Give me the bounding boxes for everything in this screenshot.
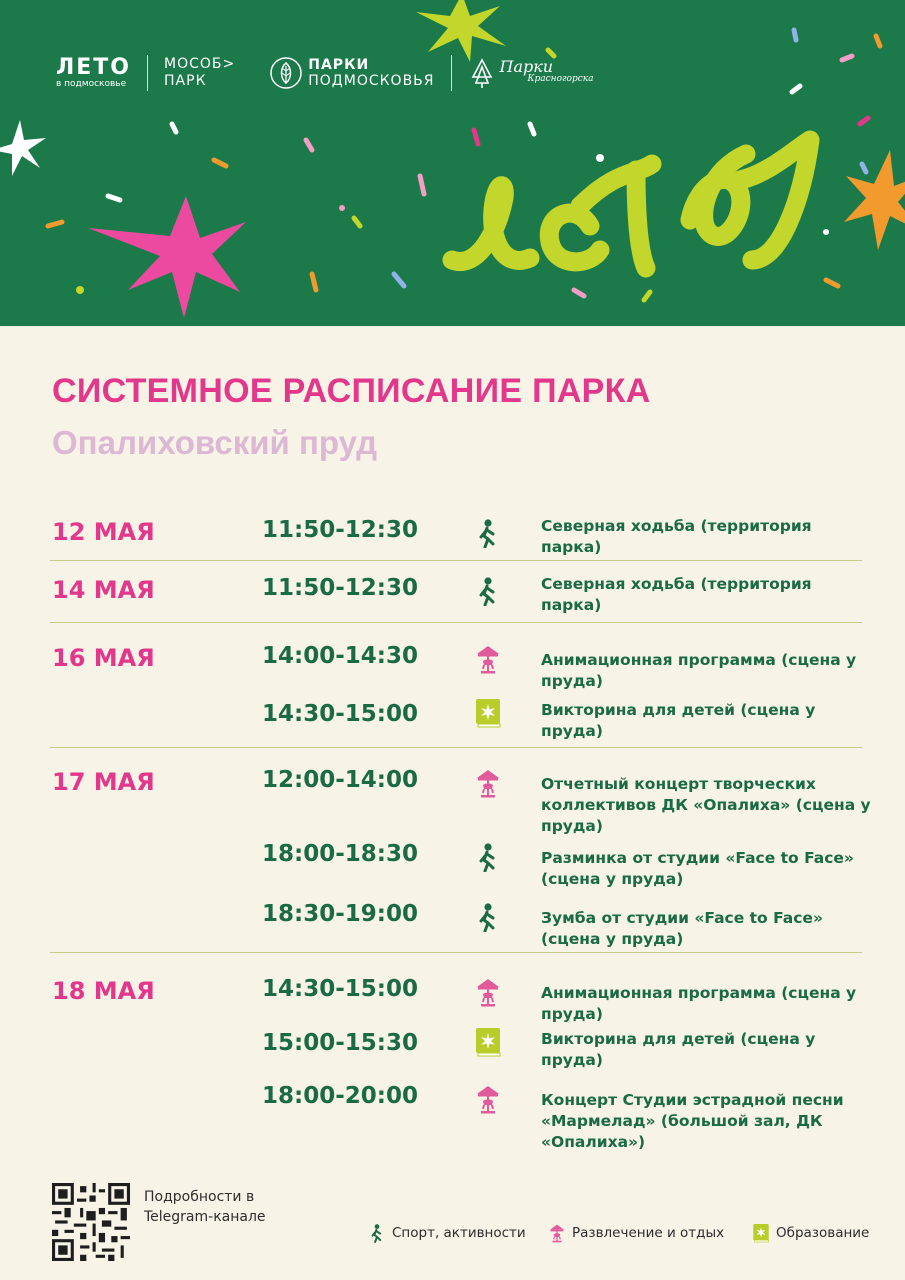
book-icon (752, 1222, 770, 1244)
leaf-icon (270, 57, 302, 89)
event-description: Северная ходьба (территория парка) (541, 517, 812, 556)
leto-logo-sub: в подмосковье (56, 78, 127, 89)
carousel-icon (474, 768, 502, 798)
parks-logo-line2: ПОДМОСКОВЬЯ (308, 73, 435, 89)
leto-logo-main: ЛЕТО (56, 54, 132, 80)
event-description: Анимационная программа (сцена у пруда) (541, 651, 857, 690)
row-divider (50, 747, 862, 748)
parks-logo-line1: ПАРКИ (308, 57, 370, 73)
mosob-logo-line2: ПАРК (164, 73, 207, 89)
tree-icon (468, 57, 496, 89)
carousel-icon (474, 1084, 502, 1114)
legend-sport (368, 1222, 526, 1244)
event-description: Викторина для детей (сцена у пруда) (541, 701, 816, 740)
event-time: 12:00-14:00 (262, 767, 418, 793)
event-time: 18:00-20:00 (262, 1083, 418, 1109)
event-time: 18:30-19:00 (262, 901, 418, 927)
telegram-details-text: Подробности в Telegram-канале (144, 1189, 266, 1225)
logo-divider (451, 55, 452, 91)
partner-logos (56, 50, 594, 96)
sport-icon (474, 576, 502, 606)
event-time: 14:30-15:00 (262, 976, 418, 1002)
carousel-icon (474, 644, 502, 674)
row-divider (50, 952, 862, 953)
row-divider (50, 560, 862, 561)
event-description: Викторина для детей (сцена у пруда) (541, 1030, 816, 1069)
qr-code[interactable] (52, 1183, 130, 1261)
event-description: Северная ходьба (территория парка) (541, 575, 812, 614)
schedule-date: 16 МАЯ (52, 644, 155, 672)
book-icon (474, 1027, 502, 1057)
krasnogorsk-logo-line1: Парки (499, 57, 554, 76)
leto-lettering-art (440, 110, 840, 310)
carousel-icon (474, 977, 502, 1007)
event-time: 11:50-12:30 (262, 575, 418, 601)
legend-education-label: Образование (776, 1225, 870, 1241)
event-description: Отчетный концерт творческих коллективов ДК «Опалиха» (сцена у пруда) (541, 775, 871, 835)
event-time: 15:00-15:30 (262, 1030, 418, 1056)
event-time: 14:30-15:00 (262, 701, 418, 727)
page-title: СИСТЕМНОЕ РАСПИСАНИЕ ПАРКА (52, 372, 651, 410)
legend-fun (548, 1222, 724, 1244)
logo-divider (147, 55, 148, 91)
park-name-subtitle: Опалиховский пруд (52, 424, 378, 461)
event-description: Зумба от студии «Face to Face» (сцена у пруда) (541, 909, 823, 948)
row-divider (50, 622, 862, 623)
carousel-icon (548, 1222, 566, 1244)
schedule-date: 17 МАЯ (52, 768, 155, 796)
legend-fun-label: Развлечение и отдых (572, 1225, 725, 1241)
header-banner (0, 0, 905, 326)
sport-icon (474, 842, 502, 872)
legend-education (752, 1222, 869, 1244)
schedule-date: 12 МАЯ (52, 518, 155, 546)
schedule-date: 14 МАЯ (52, 576, 155, 604)
leto-logo (56, 54, 132, 90)
event-description: Анимационная программа (сцена у пруда) (541, 984, 857, 1023)
schedule-date: 18 МАЯ (52, 977, 155, 1005)
krasnogorsk-logo-line2: Красногорска (527, 74, 594, 84)
legend-sport-label: Спорт, активности (392, 1225, 526, 1241)
mosobpark-logo (164, 56, 235, 90)
event-time: 18:00-18:30 (262, 841, 418, 867)
event-time: 11:50-12:30 (262, 517, 418, 543)
event-time: 14:00-14:30 (262, 643, 418, 669)
parks-krasnogorsk-logo (468, 57, 594, 89)
sport-icon (474, 518, 502, 548)
event-description: Концерт Студии эстрадной песни «Мармелад» (большой зал, ДК «Опалиха») (541, 1091, 844, 1151)
sport-icon (368, 1222, 386, 1244)
mosob-logo-line1: МОСОБ> (164, 56, 236, 72)
event-description: Разминка от студии «Face to Face» (сцена у пруда) (541, 849, 854, 888)
parks-podmoskovya-logo (270, 57, 434, 89)
book-icon (474, 698, 502, 728)
sport-icon (474, 902, 502, 932)
